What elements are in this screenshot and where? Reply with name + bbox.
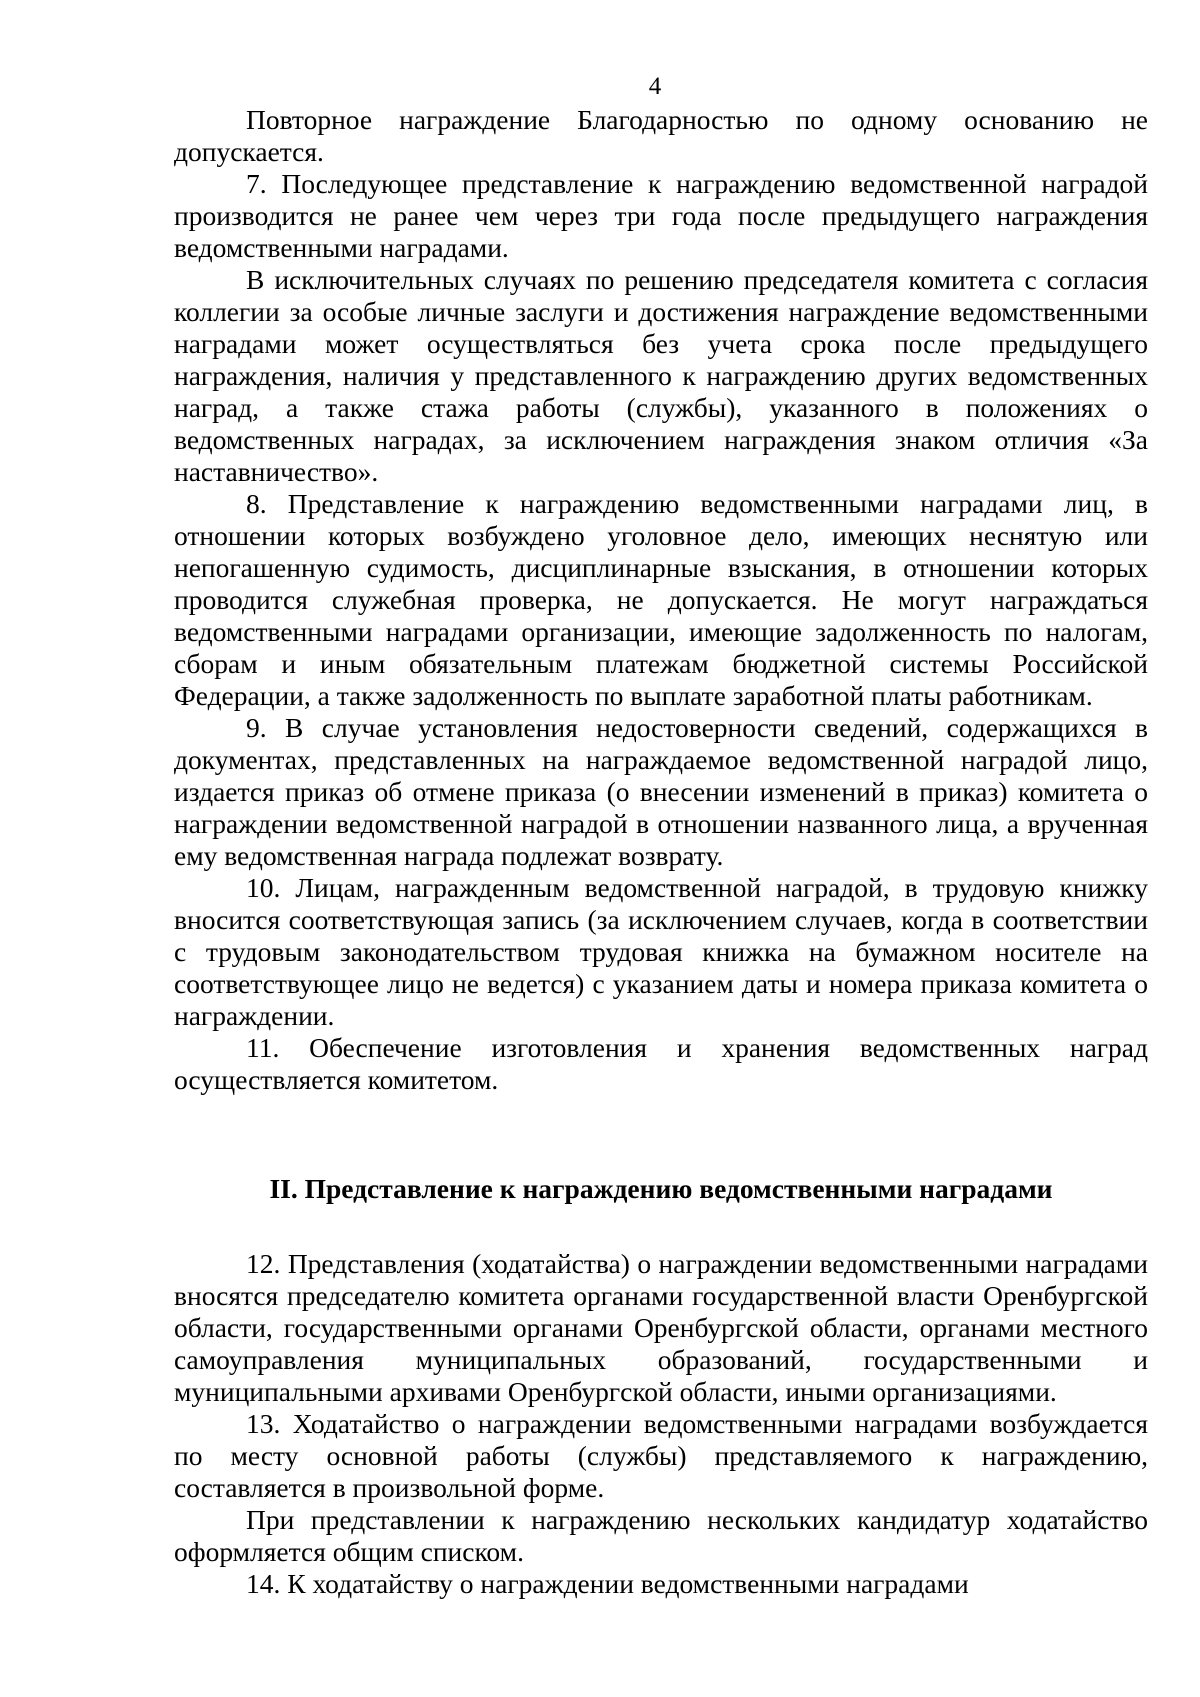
paragraph-10: 10. Лицам, награжденным ведомственной наградой, в трудовую книжку вносится соответствующая запись (за исключением случаев, когда в соответствии с трудовым законодательством трудовая книжка на бумажном носителе на соответствующее лицо не ведется) с указанием даты и номера приказа комитета о награждении. [174, 872, 1148, 1031]
paragraph-repeat-award: Повторное награждение Благодарностью по одному основанию не допускается. [174, 104, 1148, 167]
paragraph-14: 14. К ходатайству о награждении ведомственными наградами [246, 1568, 969, 1599]
body-text-bottom [174, 1248, 1148, 1600]
page-number: 4 [648, 73, 662, 100]
paragraph-13: 13. Ходатайство о награждении ведомственными наградами возбуждается по месту основной работы (службы) представляемого к награждению, составляется в произвольной форме. [174, 1408, 1148, 1503]
section-heading: II. Представление к награждению ведомственными наградами [269, 1173, 1053, 1204]
paragraph-multiple-candidates: При представлении к награждению нескольких кандидатур ходатайство оформляется общим списком. [174, 1504, 1148, 1567]
paragraph-8: 8. Представление к награждению ведомственными наградами лиц, в отношении которых возбуждено уголовное дело, имеющих неснятую или непогашенную судимость, дисциплинарные взыскания, в отношении которых проводится служебная проверка, не допускается. Не могут награждаться ведомственными наградами организации, имеющие задолженность по налогам, сборам и иным обязательным платежам бюджетной системы Российской Федерации, а также задолженность по выплате заработной платы работникам. [174, 488, 1148, 711]
paragraph-9: 9. В случае установления недостоверности сведений, содержащихся в документах, представленных на награждаемое ведомственной наградой лицо, издается приказ об отмене приказа (о внесении изменений в приказ) комитета о награждении ведомственной наградой в отношении названного лица, а врученная ему ведомственная награда подлежат возврату. [174, 712, 1148, 871]
paragraph-12: 12. Представления (ходатайства) о награждении ведомственными наградами вносятся председателю комитета органами государственной власти Оренбургской области, государственными органами Оренбургской области, органами местного самоуправления муниципальных образований, государственными и муниципальными архивами Оренбургской области, иными организациями. [174, 1248, 1148, 1407]
paragraph-11: 11. Обеспечение изготовления и хранения ведомственных наград осуществляется комитетом. [174, 1032, 1148, 1095]
paragraph-7: 7. Последующее представление к награждению ведомственной наградой производится не ранее чем через три года после предыдущего награждения ведомственными наградами. [174, 168, 1148, 263]
paragraph-exceptional-cases: В исключительных случаях по решению председателя комитета с согласия коллегии за особые личные заслуги и достижения награждение ведомственными наградами может осуществляться без учета срока после предыдущего награждения, наличия у представленного к награждению других ведомственных наград, а также стажа работы (службы), указанного в положениях о ведомственных наградах, за исключением награждения знаком отличия «За наставничество». [174, 264, 1148, 487]
body-text-top [174, 104, 1148, 1096]
